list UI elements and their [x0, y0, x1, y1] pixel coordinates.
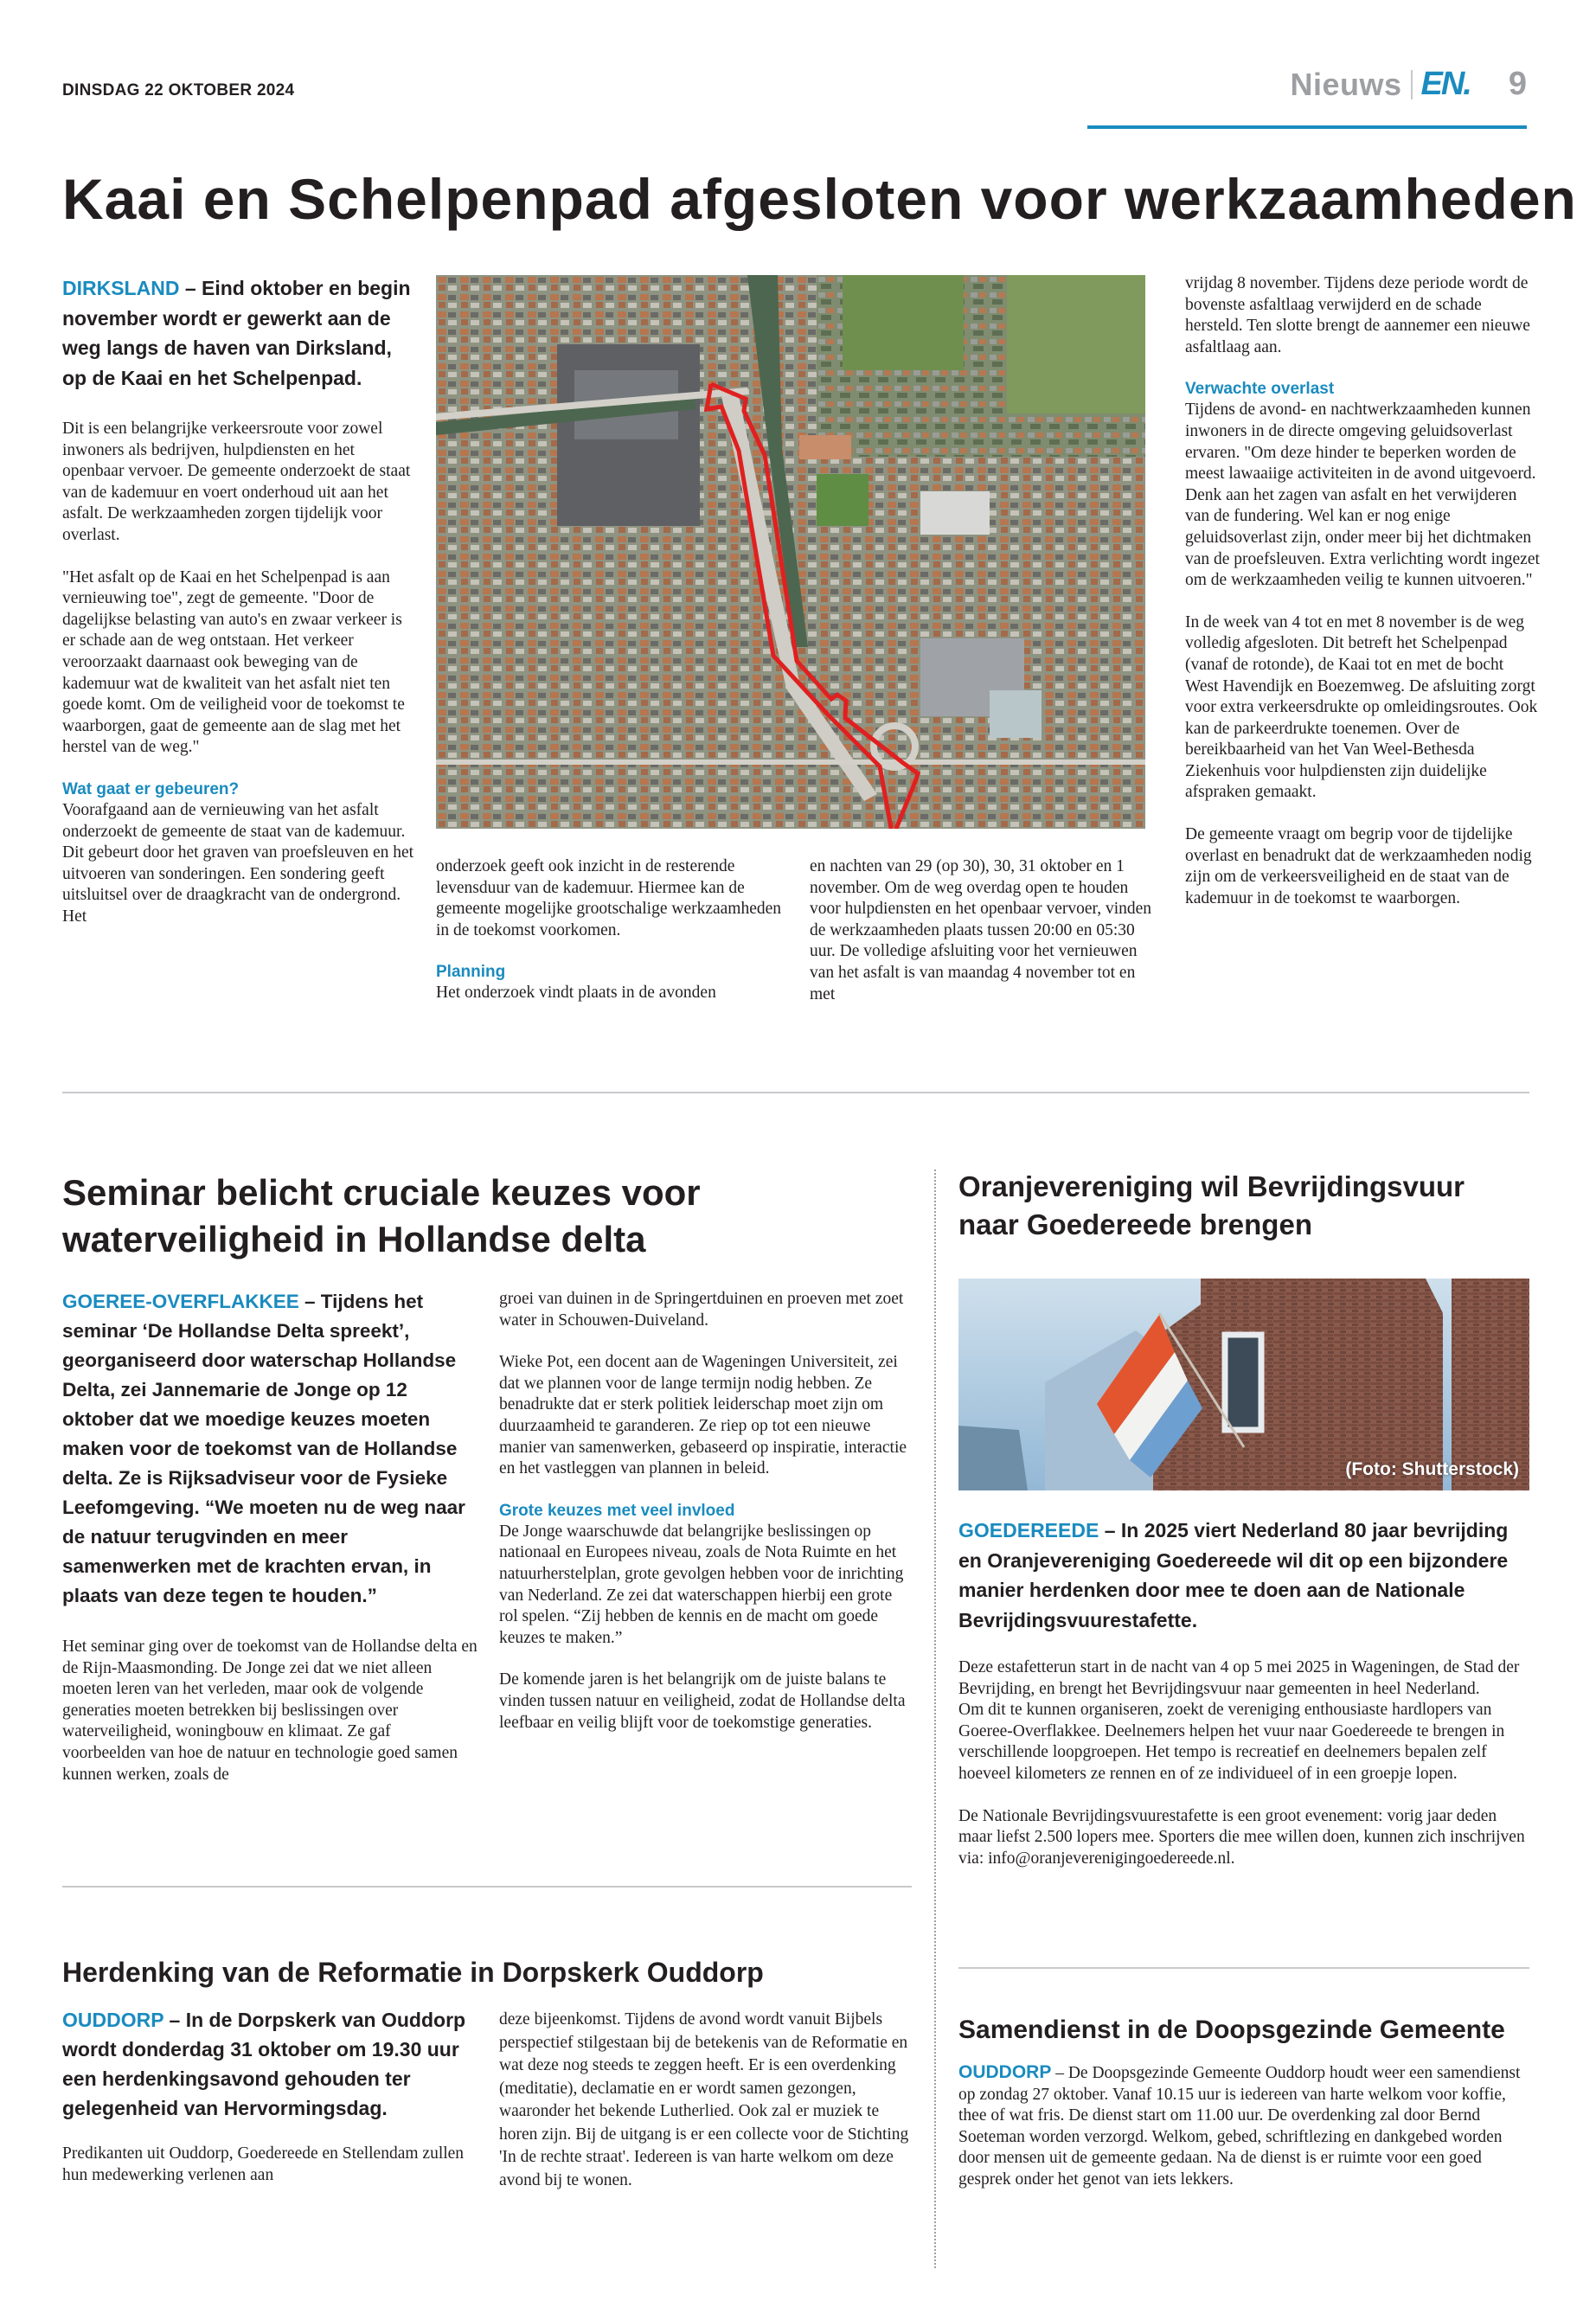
brand-logo: EN.	[1420, 66, 1471, 102]
reformatie-article-intro	[62, 2005, 469, 2123]
subheading: Wat gaat er gebeuren?	[62, 779, 240, 798]
oranje-article-intro	[958, 1516, 1529, 1635]
paragraph: Deze estafetterun start in de nacht van 4 op 5 mei 2025 in Wageningen, de Stad der Bevrijding, en brengt het Bevrijdingsvuur naar gemeenten in heel Nederland.	[958, 1658, 1520, 1698]
dateline: OUDDORP	[958, 2062, 1052, 2082]
paragraph: Tijdens de avond- en nachtwerkzaamheden kunnen inwoners in de directe omgeving geluidsoverlast ervaren. "Om deze hinder te beperken worden de meest lawaaiige activiteiten in de avond uitgevoerd. Denk aan het zagen van asfalt en het verwijderen van de fundering. Wel kan er nog enige geluidsoverlast zijn, onder meer bij het dichtmaken van de proefsleuven. Extra verlichting wordt ingezet om de werkzaamheden veilig te kunnen uitvoeren."	[1185, 401, 1540, 590]
paragraph: Het onderzoek vindt plaats in de avonden	[436, 984, 716, 1003]
paragraph: De gemeente vraagt om begrip voor de tijdelijke overlast en benadrukt dat de werkzaamheden nodig zijn om de verkeersveiligheid en de staat van de kademuur in de toekomst te waarborgen.	[1185, 825, 1532, 907]
dateline: OUDDORP	[62, 2009, 164, 2031]
section-divider	[62, 1886, 912, 1888]
paragraph: De Jonge waarschuwde dat belangrijke beslissingen op nationaal en Europees niveau, zoals de Nota Ruimte en het natuurherstelplan, grote gevolgen hebben voor de inrichting van Nederland. Ze zei dat waterschappen hierbij een grote rol spelen. “Zij hebben de kennis en de macht om goede keuzes te maken.”	[499, 1522, 904, 1647]
flag-photo	[958, 1279, 1529, 1490]
subheading: Verwachte overlast	[1185, 380, 1335, 399]
paragraph: onderzoek geeft ook inzicht in de resterende levensduur van de kademuur. Hiermee kan de gemeente mogelijke grootschalige werkzaamheden in de toekomst voorkomen.	[436, 857, 782, 939]
seminar-article-intro	[62, 1287, 478, 1611]
lead-article-col-1	[62, 273, 417, 927]
intro-text: – In de Dorpskerk van Ouddorp wordt donderdag 31 oktober om 19.30 uur een herdenkingsavond gehouden ter gelegenheid van Hervormingsdag.	[62, 2009, 466, 2119]
dateline: GOEREE-OVERFLAKKEE	[62, 1291, 299, 1312]
paragraph: De komende jaren is het belangrijk om de juiste balans te vinden tussen natuur en veiligheid, zodat de Hollandse delta leefbaar en veilig blijft voor de toekomstige generaties.	[499, 1670, 906, 1732]
dateline: GOEDEREEDE	[958, 1519, 1099, 1541]
lead-article-col-4	[1185, 273, 1540, 909]
lead-article-col-2	[436, 856, 791, 1004]
lead-article-title: Kaai en Schelpenpad afgesloten voor werkzaamheden	[62, 167, 1577, 231]
oranje-article-title: Oranjevereniging wil Bevrijdingsvuur naar Goedereede brengen	[958, 1170, 1465, 1240]
paragraph: Predikanten uit Ouddorp, Goedereede en Stellendam zullen hun medewerking verlenen aan	[62, 2144, 465, 2184]
reformatie-article-col-2	[499, 2009, 914, 2192]
paragraph: De Nationale Bevrijdingsvuurestafette is een groot evenement: vorig jaar deden maar liefst 2.500 lopers mee. Sporters die mee willen doen, kunnen zich inschrijven via: info@oranjeverenigingoedereede.nl.	[958, 1806, 1525, 1868]
issue-date: DINSDAG 22 OKTOBER 2024	[62, 81, 295, 99]
column-divider	[934, 1170, 936, 2268]
section-divider	[62, 1092, 1529, 1093]
seminar-article-title: Seminar belicht cruciale keuzes voor waterveiligheid in Hollandse delta	[62, 1172, 701, 1259]
paragraph: Om dit te kunnen organiseren, zoekt de vereniging enthousiaste hardlopers van Goeree-Overflakkee. Deelnemers helpen het vuur naar Goedereede te brengen in verschillende loopgroepen. Het tempo is recreatief en deelnemers bepalen zelf hoeveel kilometers ze rennen en of ze individueel of in een groepje lopen.	[958, 1701, 1505, 1783]
section-divider	[958, 1967, 1529, 1969]
paragraph: Dit is een belangrijke verkeersroute voor zowel inwoners als bedrijven, hulpdiensten en het openbaar vervoer. De gemeente onderzoekt de staat van de kademuur en voert onderhoud uit aan het asfalt. De werkzaamheden zorgen tijdelijk voor overlast.	[62, 420, 411, 544]
reformatie-article-title: Herdenking van de Reformatie in Dorpskerk Ouddorp	[62, 1957, 764, 1988]
intro-text: – Tijdens het seminar ‘De Hollandse Delta spreekt’, georganiseerd door waterschap Hollandse Delta, zei Jannemarie de Jonge op 12 oktober dat we moedige keuzes moeten maken voor de toekomst van de Hollandse delta. Ze is Rijksadviseur voor de Fysieke Leefomgeving. “We moeten nu de weg naar de natuur terugvinden en meer samenwerken met de krachten ervan, in plaats van deze tegen te houden.”	[62, 1291, 465, 1606]
paragraph: deze bijeenkomst. Tijdens de avond wordt vanuit Bijbels perspectief stilgestaan bij de betekenis van de Reformatie en wat deze nog steeds te zeggen heeft. Er is een overdenking (meditatie), declamatie en er wordt samen gezongen, waaronder het bekende Lutherlied. Ook zal er muziek te horen zijn. Bij de uitgang is er een collecte voor de Stichting 'In de rechte straat'. Iedereen is van harte welkom om deze avond bij te wonen.	[499, 2010, 909, 2189]
paragraph: vrijdag 8 november. Tijdens deze periode wordt de bovenste asfaltlaag verwijderd en de schade hersteld. Ten slotte brengt de aannemer een nieuwe asfaltlaag aan.	[1185, 274, 1530, 356]
subheading: Planning	[436, 963, 506, 982]
header-rule	[1087, 125, 1527, 129]
paragraph: Het seminar ging over de toekomst van de Hollandse delta en de Rijn-Maasmonding. De Jonge zei dat we niet alleen moeten leren van het verleden, maar ook de volgende generaties moeten betrekken bij beslissingen over waterveiligheid, woningbouw en klimaat. Ze gaf voorbeelden van hoe de natuur en technologie goed samen kunnen werken, zoals de	[62, 1638, 478, 1784]
subheading: Grote keuzes met veel invloed	[499, 1501, 735, 1520]
paragraph: In de week van 4 tot en met 8 november is de weg volledig afgesloten. Dit betreft het Schelpenpad (vanaf de rotonde), de Kaai tot en met de bocht West Havendijk en Boezemweg. De afsluiting zorgt voor extra verkeersdrukte op omleidingsroutes. Ook kan de parkeerdrukte toenemen. Over de bereikbaarheid van het Van Weel-Bethesda Ziekenhuis voor hulpdiensten zijn duidelijke afspraken gemaakt.	[1185, 612, 1538, 802]
paragraph: – De Doopsgezinde Gemeente Ouddorp houdt weer een samendienst op zondag 27 oktober. Vanaf 10.15 uur is iedereen van harte welkom voor koffie, thee of wat fris. De dienst start om 11.00 uur. De overdenking zal door Bernd Soeteman worden verzorgd. Welkom, gebed, schriftlezing en dankgebed worden door mensen uit de gemeente gedaan. Na de dienst is er ruimte voor een goed gesprek onder het genot van iets lekkers.	[958, 2064, 1521, 2189]
samendienst-article-body	[958, 2062, 1529, 2191]
aerial-map-image	[436, 275, 1145, 829]
photo-credit: (Foto: Shutterstock)	[1345, 1459, 1519, 1479]
paragraph: "Het asfalt op de Kaai en het Schelpenpad is aan vernieuwing toe", zegt de gemeente. "Door de dagelijkse belasting van auto's en zwaar verkeer is er schade aan de weg ontstaan. Het verkeer veroorzaakt daarnaast ook beweging van de kademuur wat de kwaliteit van het asfalt niet ten goede komt. Om de veiligheid voor de toekomst te waarborgen, gaat de gemeente aan de slag met het herstel van de weg."	[62, 567, 405, 757]
paragraph: Voorafgaand aan de vernieuwing van het asfalt onderzoekt de gemeente de staat van de kademuur. Dit gebeurt door het graven van proefsleuven en het uitvoeren van sonderingen. Een sondering geeft uitsluitsel over de draagkracht van de ondergrond. Het	[62, 800, 414, 926]
lead-article-intro	[62, 273, 417, 393]
dateline: DIRKSLAND	[62, 277, 180, 299]
oranje-article-body	[958, 1516, 1529, 1869]
article-body	[62, 2144, 469, 2186]
article-body	[62, 1637, 478, 1785]
samendienst-article-title: Samendienst in de Doopsgezinde Gemeente	[958, 2016, 1505, 2044]
section-label: Nieuws	[1290, 66, 1402, 102]
reformatie-article-col-1	[62, 2005, 469, 2186]
seminar-article-col-2	[499, 1289, 914, 1734]
paragraph: en nachten van 29 (op 30), 30, 31 oktober en 1 november. Om de weg overdag open te houden voor hulpdiensten en het openbaar vervoer, vinden de werkzaamheden plaats tussen 20:00 en 05:30 uur. De volledige afsluiting voor het vernieuwen van het asfalt is van maandag 4 november tot en met	[810, 857, 1152, 1003]
lead-article-col-3	[810, 856, 1160, 1005]
intro-text: – Eind oktober en begin november wordt er gewerkt aan de weg langs de haven van Dirksland, op de Kaai en het Schelpenpad.	[62, 277, 411, 389]
seminar-article-col-1	[62, 1287, 478, 1785]
paragraph: groei van duinen in de Springertduinen en proeven met zoet water in Schouwen-Duiveland.	[499, 1290, 904, 1330]
section-divider	[1411, 70, 1413, 99]
section-header	[1290, 66, 1527, 103]
article-body	[958, 1657, 1529, 1869]
paragraph: Wieke Pot, een docent aan de Wageningen Universiteit, zei dat we plannen voor de lange termijn nodig hebben. Ze benadrukte dat er sterk politiek leiderschap moet zijn om duurzaamheid te garanderen. Ze riep op tot een nieuwe manier van samenwerken, gebaseerd op inspiratie, interactie en het vastleggen van plannen in beleid.	[499, 1353, 907, 1478]
page-number: 9	[1508, 66, 1527, 102]
article-body	[62, 419, 417, 927]
aerial-map-icon	[436, 275, 1145, 829]
intro-text: – In 2025 viert Nederland 80 jaar bevrijding en Oranjevereniging Goedereede wil dit op een bijzondere manier herdenken door mee te doen aan de Nationale Bevrijdingsvuurestafette.	[958, 1519, 1509, 1631]
